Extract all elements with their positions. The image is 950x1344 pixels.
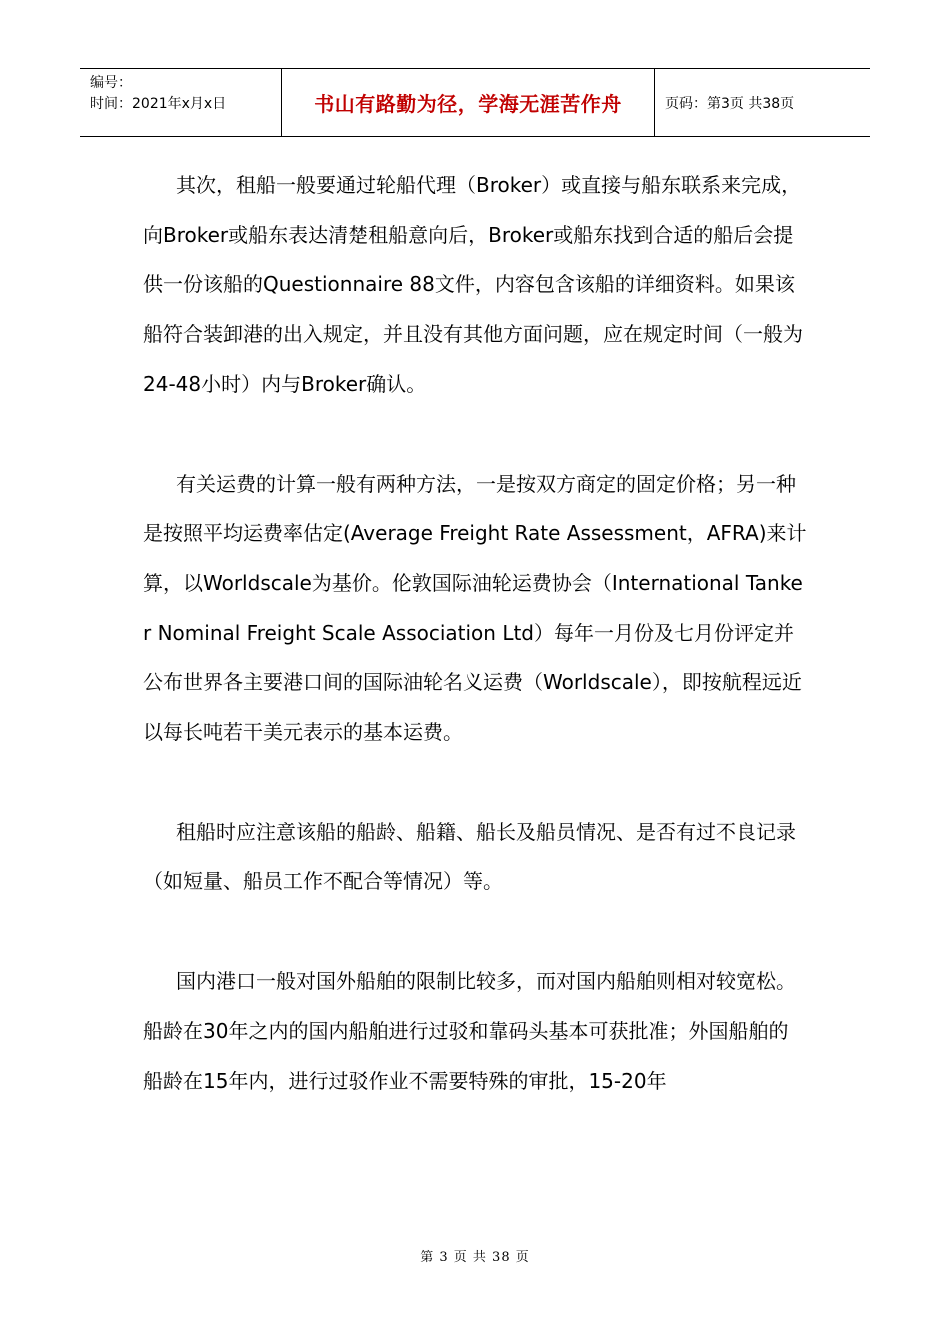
- paragraph-freight-calculation: 有关运费的计算一般有两种方法，一是按双方商定的固定价格；另一种是按照平均运费率估定(Average Freight Rate Assessment，AFRA)来计算，以Worldscale为基价。伦敦国际油轮运费协会（International Tanker Nominal Freight Scale Association Ltd）每年一月份及七月份评定并公布世界各主要港口间的国际油轮名义运费（Worldscale），即按航程远近以每长吨若干美元表示的基本运费。: [143, 471, 807, 745]
- document-body: [143, 161, 807, 1156]
- serial-number-label: 编号：: [90, 75, 132, 91]
- page-footer: 第 3 页 共 38 页: [420, 1250, 530, 1265]
- header-meta-cell: [80, 69, 282, 136]
- paragraph-chartering-process: 其次，租船一般要通过轮船代理（Broker）或直接与船东联系来完成，向Broker或船东表达清楚租船意向后，Broker或船东找到合适的船后会提供一份该船的Questionnaire 88文件，内容包含该船的详细资料。如果该船符合装卸港的出入规定，并且没有其他方面问题，应在规定时间（一般为24-48小时）内与Broker确认。: [143, 173, 803, 396]
- header-page-cell: [655, 69, 870, 136]
- paragraph-port-restrictions: 国内港口一般对国外船舶的限制比较多，而对国内船舶则相对较宽松。船龄在30年之内的国内船舶进行过驳和靠码头基本可获批准；外国船舶的船龄在15年内，进行过驳作业不需要特殊的审批，15-20年: [143, 969, 796, 1093]
- paragraph-ship-checks: 租船时应注意该船的船龄、船籍、船长及船员情况、是否有过不良记录（如短量、船员工作不配合等情况）等。: [143, 819, 796, 894]
- header-motto-cell: [282, 69, 655, 136]
- page-header: [80, 68, 870, 137]
- motto-text: 书山有路勤为径，学海无涯苦作舟: [314, 92, 622, 116]
- header-page-info: 页码：第3页 共38页: [665, 95, 795, 112]
- date-label: 时间：2021年x月x日: [90, 96, 227, 112]
